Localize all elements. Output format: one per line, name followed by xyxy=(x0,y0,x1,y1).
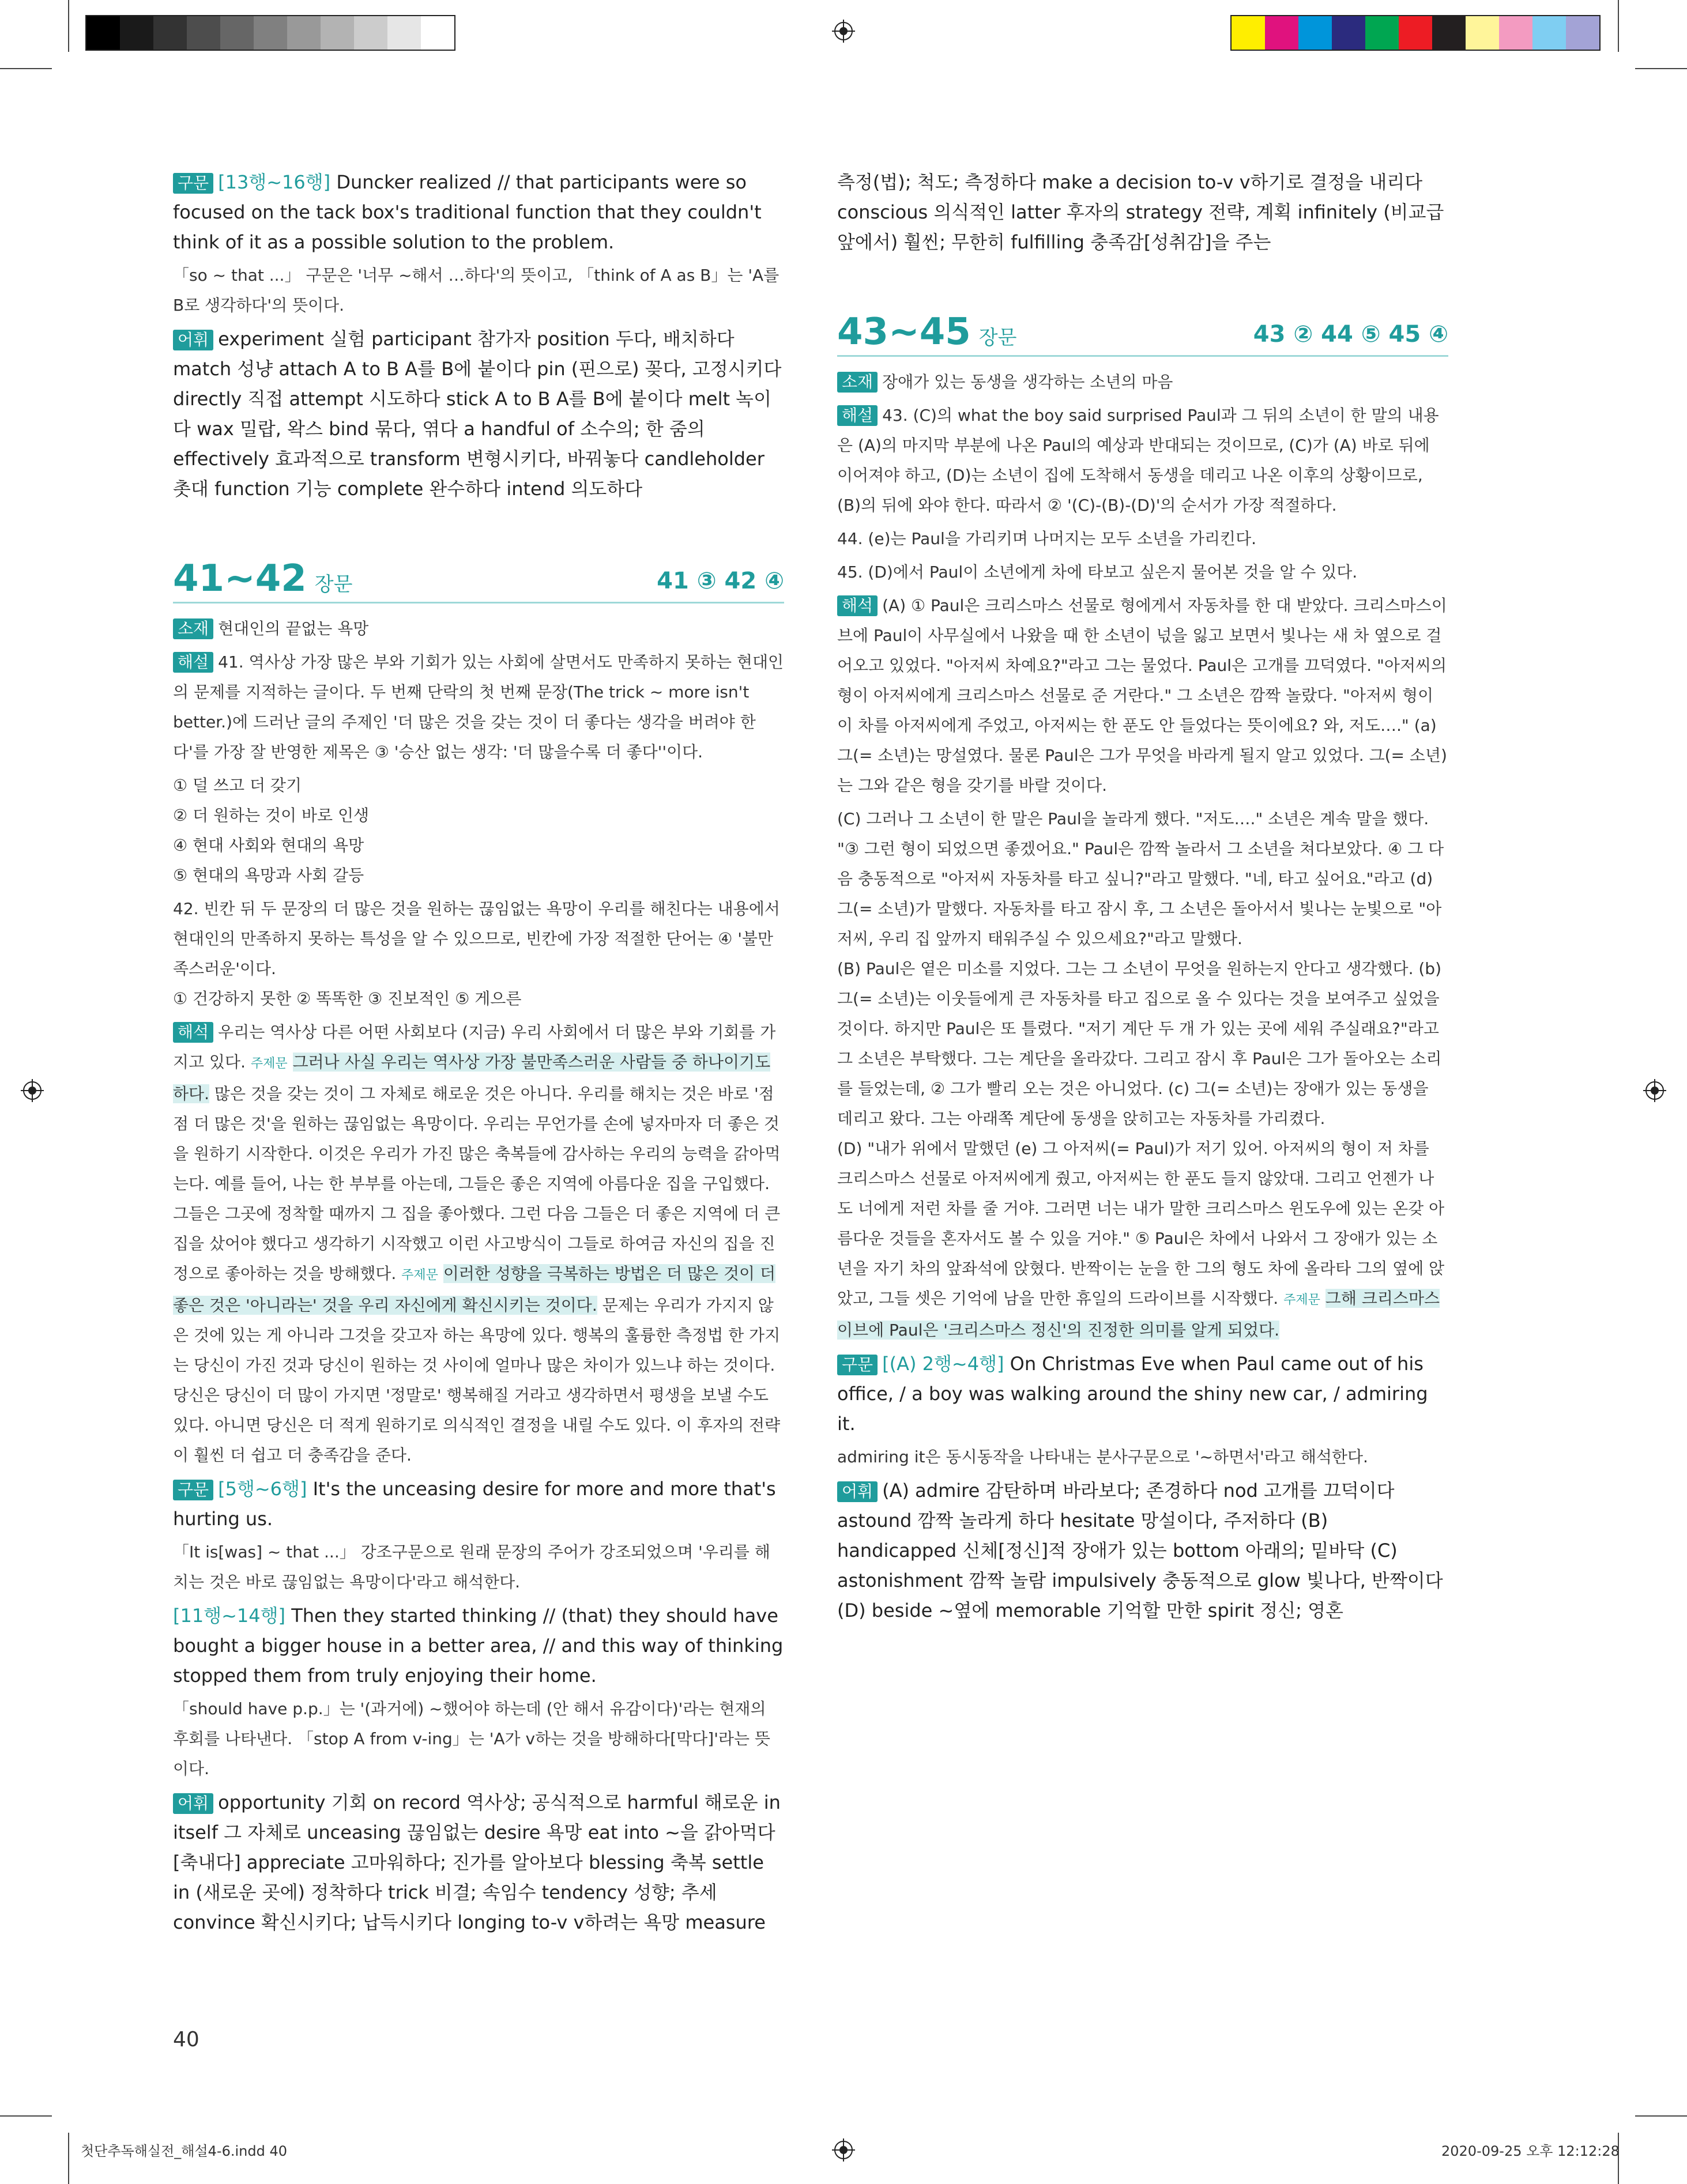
section-number: 43~45 xyxy=(837,311,971,353)
vocab-block-1: 어휘 experiment 실험 participant 참가자 position 두다, 배치하다 match 성냥 attach A to B A를 B에 붙이다 pin (핀으로) 꽂다, 고정시키다 directly 직접 attempt 시도하다 stick A to B A를 B에 붙이다 melt 녹이다 wax 밀랍, 왁스 bind 묶다, 엮다 a handful of 소수의; 한 줌의 effectively 효과적으로 transform 변형시키다, 바꿔놓다 candleholder 촛대 function 기능 complete 완수하다 intend 의도하다 xyxy=(173,328,782,500)
color-swatch xyxy=(1499,16,1532,50)
section-header-41-42 xyxy=(173,556,784,603)
gumun-5-6: 구문 [5행~6행] It's the unceasing desire for more and more that's hurting us. xyxy=(173,1478,776,1530)
color-swatch xyxy=(1365,16,1399,50)
page-number: 40 xyxy=(173,2028,199,2051)
section-header-43-45 xyxy=(837,309,1448,357)
footer-timestamp: 2020-09-25 오후 12:12:28 xyxy=(1441,2143,1620,2159)
process-color-bar xyxy=(1230,15,1601,51)
gumun-11-14-explain: 「should have p.p.」는 '(과거에) ~했어야 하는데 (안 해서 유감이다)'라는 현재의 후회를 나타낸다. 「stop A from v-ing」는 'A가 v하는 것을 방해하다[막다]'라는 뜻이다. xyxy=(173,1699,770,1778)
crop-mark xyxy=(0,68,52,69)
haeseol-45: 45. (D)에서 Paul이 소년에게 차에 타보고 싶은지 물어본 것을 알 수 있다. xyxy=(837,563,1358,582)
haeseol-42: 42. 빈칸 뒤 두 문장의 더 많은 것을 원하는 끊임없는 욕망이 우리를 해친다는 내용에서 현대인의 만족하지 못하는 특성을 알 수 있으므로, 빈칸에 가장 적절한 단어는 ④ '불만족스러운'이다. xyxy=(173,899,780,978)
color-swatch xyxy=(187,16,220,50)
section-number: 41~42 xyxy=(173,557,307,600)
gumun-13-16: 구문 [13행~16행] Duncker realized // that participants were so focused on the tack box's traditional function that they couldn't think of it as a possible solution to the problem. xyxy=(173,171,762,253)
color-swatch xyxy=(86,16,120,50)
color-swatch xyxy=(153,16,187,50)
color-swatch xyxy=(1566,16,1599,50)
color-swatch xyxy=(354,16,387,50)
crop-mark xyxy=(0,2115,52,2117)
registration-mark-bottom xyxy=(832,2138,855,2162)
color-swatch xyxy=(421,16,454,50)
color-swatch xyxy=(1532,16,1566,50)
color-swatch xyxy=(1466,16,1499,50)
option-41-5: ⑤ 현대의 욕망과 사회 갈등 xyxy=(173,866,364,885)
sojae-line: 소재 현대인의 끝없는 욕망 xyxy=(173,614,784,644)
registration-mark-top xyxy=(832,20,855,43)
haeseol-41: 해설 41. 역사상 가장 많은 부와 기회가 있는 사회에 살면서도 만족하지 못하는 현대인의 문제를 지적하는 글이다. 두 번째 단락의 첫 번째 문장(The trick ~ more isn't better.)에 드러난 글의 주제인 '더 많은 것을 갖는 것이 더 좋다는 생각을 버려야 한다'를 가장 잘 반영한 제목은 ③ '승산 없는 생각: '더 많을수록 더 좋다''이다. xyxy=(173,652,784,761)
left-column xyxy=(173,167,784,1941)
topic-sentence: 그러나 사실 우리는 역사상 가장 불만족스러운 사람들 중 하나이기도 하다. xyxy=(173,1053,771,1103)
crop-mark xyxy=(68,0,69,52)
gumun-13-16-explain: 「so ~ that ...」 구문은 '너무 ~해서 …하다'의 뜻이고, 「think of A as B」는 'A를 B로 생각하다'의 뜻이다. xyxy=(173,266,780,315)
crop-mark xyxy=(1635,68,1687,69)
color-swatch xyxy=(321,16,354,50)
right-column xyxy=(837,167,1448,1629)
topic-sentence-2: 이러한 성향을 극복하는 방법은 더 많은 것이 더 좋은 것은 '아니라는' 것을 우리 자신에게 확신시키는 것이다. xyxy=(173,1264,776,1315)
gumun-11-14: [11행~14행] Then they started thinking // (that) they should have bought a bigger house in a better area, // and this way of thinking stopped them from truly enjoying their home. xyxy=(173,1605,784,1687)
color-swatch xyxy=(287,16,321,50)
color-swatch xyxy=(1432,16,1466,50)
option-41-2: ② 더 원하는 것이 바로 인생 xyxy=(173,806,370,825)
topic-label: 주제문 xyxy=(250,1057,288,1071)
haeseok-D: (D) "내가 위에서 말했던 (e) 그 아저씨(= Paul)가 저기 있어. 아저씨의 형이 저 차를 크리스마스 선물로 아저씨에게 줬고, 아저씨는 한 푼도 들지 않았대. 그리고 언젠가 나도 너에게 저런 차를 줄 거야. 그러면 너는 내가 말한 크리스마스 윈도우에 있는 온갖 아름다운 것들을 혼자서도 볼 수 있을 거야." ⑤ Paul은 차에서 나와서 그 장애가 있는 소년을 자기 차의 앞좌석에 앉혔다. 반짝이는 눈을 한 그의 형도 차에 올라타 그의 옆에 앉았고, 그들 셋은 기억에 남을 만한 휴일의 드라이브를 시작했다. 주제문 그해 크리스마스이브에 Paul은 '크리스마스 정신'의 진정한 의미를 알게 되었다. xyxy=(837,1139,1445,1340)
vocab-block-3: 어휘 (A) admire 감탄하며 바라보다; 존경하다 nod 고개를 끄덕이다 astound 깜짝 놀라게 하다 hesitate 망설이다, 주저하다 (B) handicapped 신체[정신]적 장애가 있는 bottom 아래의; 밑바닥 (C) astonishment 깜짝 놀람 impulsively 충동적으로 glow 빛나다, 반짝이다 (D) beside ~옆에 memorable 기억할 만한 spirit 정신; 영혼 xyxy=(837,1480,1443,1621)
color-swatch xyxy=(1332,16,1365,50)
vocab-continued: 측정(법); 척도; 측정하다 make a decision to-v v하기로 결정을 내리다 conscious 의식적인 latter 후자의 strategy 전략, 계획 infinitely (비교급 앞에서) 훨씬; 무한히 fulfilling 충족감[성취감]을 주는 xyxy=(837,171,1444,253)
option-41-1: ① 덜 쓰고 더 갖기 xyxy=(173,776,302,795)
haeseok-A: 해석 (A) ① Paul은 크리스마스 선물로 형에게서 자동차를 한 대 받았다. 크리스마스이브에 Paul이 사무실에서 나왔을 때 한 소년이 넋을 잃고 보면서 빛나는 새 차 옆으로 걸어오고 있었다. "아저씨 차예요?"라고 그는 물었다. Paul은 고개를 끄덕였다. "아저씨의 형이 아저씨에게 크리스마스 선물로 준 거란다." 그 소년은 깜짝 놀랐다. "아저씨 형이 이 차를 아저씨에게 주었고, 아저씨는 한 푼도 안 들었다는 뜻이에요? 와, 저도…." (a) 그(= 소년)는 망설였다. 물론 Paul은 그가 무엇을 바라게 될지 알고 있었다. 그(= 소년)는 그와 같은 형을 갖기를 바랄 것이다. xyxy=(837,596,1447,795)
registration-mark-right xyxy=(1643,1079,1666,1102)
haeseok-C: (C) 그러나 그 소년이 한 말은 Paul을 놀라게 했다. "저도…." 소년은 계속 말을 했다. "③ 그런 형이 되었으면 좋겠어요." Paul은 깜짝 놀라서 그 소년을 쳐다보았다. ④ 그 다음 충동적으로 "아저씨 자동차를 타고 싶니?"라고 말했다. "네, 타고 싶어요."라고 (d) 그(= 소년)가 말했다. 자동차를 타고 잠시 후, 그 소년은 돌아서서 빛나는 눈빛으로 "아저씨, 우리 집 앞까지 태워주실 수 있으세요?"라고 말했다. xyxy=(837,809,1444,948)
crop-mark xyxy=(1618,0,1619,52)
color-swatch xyxy=(387,16,421,50)
haeseol-44: 44. (e)는 Paul을 가리키며 나머지는 모두 소년을 가리킨다. xyxy=(837,529,1257,548)
topic-sentence: 그해 크리스마스이브에 Paul은 '크리스마스 정신'의 진정한 의미를 알게 되었다. xyxy=(837,1289,1440,1340)
options-42: ① 건강하지 못한 ② 똑똑한 ③ 진보적인 ⑤ 게으른 xyxy=(173,989,522,1008)
haeseol-43: 해설 43. (C)의 what the boy said surprised Paul과 그 뒤의 소년이 한 말의 내용은 (A)의 마지막 부분에 나온 Paul의 예상과 반대되는 것이므로, (C)가 (A) 바로 뒤에 이어져야 하고, (D)는 소년이 집에 도착해서 동생을 데리고 나온 이후의 상황이므로, (B)의 뒤에 와야 한다. 따라서 ② '(C)-(B)-(D)'의 순서가 가장 적절하다. xyxy=(837,406,1439,515)
gumun-tag: 구문 xyxy=(173,173,213,194)
vocab-block-2: 어휘 opportunity 기회 on record 역사상; 공식적으로 harmful 해로운 in itself 그 자체로 unceasing 끊임없는 desire 욕망 eat into ~을 갉아먹다[축내다] appreciate 고마워하다; 진가를 알아보다 blessing 축복 settle in (새로운 곳에) 정착하다 trick 비결; 속임수 tendency 성향; 추세 convince 확신시키다; 납득시키다 longing to-v v하려는 욕망 measure xyxy=(173,1791,781,1933)
answer-key: 41 ③ 42 ④ xyxy=(657,568,784,594)
section-label: 장문 xyxy=(978,326,1017,349)
answer-key: 43 ② 44 ⑤ 45 ④ xyxy=(1253,321,1448,348)
haeseok-41-42: 해석 우리는 역사상 다른 어떤 사회보다 (지금) 우리 사회에서 더 많은 부와 기회를 가지고 있다. 주제문 그러나 사실 우리는 역사상 가장 불만족스러운 사람들 중 하나이기도 하다. 많은 것을 갖는 것이 그 자체로 해로운 것은 아니다. 우리를 해치는 것은 바로 '점점 더 많은 것'을 원하는 끊임없는 욕망이다. 우리는 무언가를 손에 넣자마자 더 좋은 것을 원하기 시작한다. 이것은 우리가 가진 많은 축복들에 감사하는 우리의 능력을 갉아먹는다. 예를 들어, 나는 한 부부를 아는데, 그들은 좋은 지역에 아름다운 집을 구입했다. 그들은 그곳에 정착할 때까지 그 집을 좋아했다. 그런 다음 그들은 더 좋은 지역에 더 큰 집을 샀어야 했다고 생각하기 시작했고 이런 사고방식이 그들로 하여금 자신의 집을 진정으로 좋아하는 것을 방해했다. 주제문 이러한 성향을 극복하는 방법은 더 많은 것이 더 좋은 것은 '아니라는' 것을 우리 자신에게 확신시키는 것이다. 문제는 우리가 가지지 않은 것에 있는 게 아니라 그것을 갖고자 하는 욕망에 있다. 행복의 훌륭한 측정법 한 가지는 당신이 가진 것과 당신이 원하는 것 사이에 얼마나 많은 차이가 있느냐 하는 것이다. 당신은 당신이 더 많이 가지면 '정말로' 행복해질 거라고 생각하면서 평생을 보낼 수도 있다. 아니면 당신은 더 적게 원하기로 의식적인 결정을 내릴 수도 있다. 이 후자의 전략이 훨씬 더 쉽고 더 충족감을 준다. xyxy=(173,1023,781,1465)
topic-label: 주제문 xyxy=(1283,1293,1320,1307)
color-swatch xyxy=(220,16,254,50)
gumun-5-6-explain: 「It is[was] ~ that ...」 강조구문으로 원래 문장의 주어가 강조되었으며 '우리를 해치는 것은 바로 끊임없는 욕망이다'라고 해석한다. xyxy=(173,1542,770,1591)
color-swatch xyxy=(1232,16,1265,50)
registration-mark-left xyxy=(21,1079,44,1102)
sojae-line: 소재 장애가 있는 동생을 생각하는 소년의 마음 xyxy=(837,367,1448,397)
color-swatch xyxy=(120,16,153,50)
option-41-4: ④ 현대 사회와 현대의 욕망 xyxy=(173,836,364,855)
crop-mark xyxy=(68,2133,69,2184)
color-swatch xyxy=(1399,16,1432,50)
haeseok-B: (B) Paul은 옅은 미소를 지었다. 그는 그 소년이 무엇을 원하는지 안다고 생각했다. (b) 그(= 소년)는 이웃들에게 큰 자동차를 타고 집으로 올 수 있다는 것을 보여주고 싶었을 것이다. 하지만 Paul은 또 틀렸다. "저기 계단 두 개 가 있는 곳에 세워 주실래요?"라고 그 소년은 부탁했다. 그는 계단을 올라갔다. 그리고 잠시 후 Paul은 그가 돌아오는 소리를 들었는데, ② 그가 빨리 오는 것은 아니었다. (c) 그(= 소년)는 장애가 있는 동생을 데리고 왔다. 그는 아래쪽 계단에 동생을 앉히고는 자동차를 가리켰다. xyxy=(837,959,1442,1128)
grayscale-color-bar xyxy=(85,15,455,51)
gumun-A-2-4: 구문 [(A) 2행~4행] On Christmas Eve when Paul came out of his office, / a boy was walking around the shiny new car, / admiring it. xyxy=(837,1353,1428,1435)
footer-filename: 첫단추독해실전_해설4-6.indd 40 xyxy=(81,2143,287,2159)
color-swatch xyxy=(254,16,287,50)
color-swatch xyxy=(1265,16,1298,50)
crop-mark xyxy=(1635,2115,1687,2117)
section-label: 장문 xyxy=(314,573,353,596)
color-swatch xyxy=(1298,16,1332,50)
gumun-A-2-4-explain: admiring it은 동시동작을 나타내는 분사구문으로 '~하면서'라고 해석한다. xyxy=(837,1447,1368,1466)
